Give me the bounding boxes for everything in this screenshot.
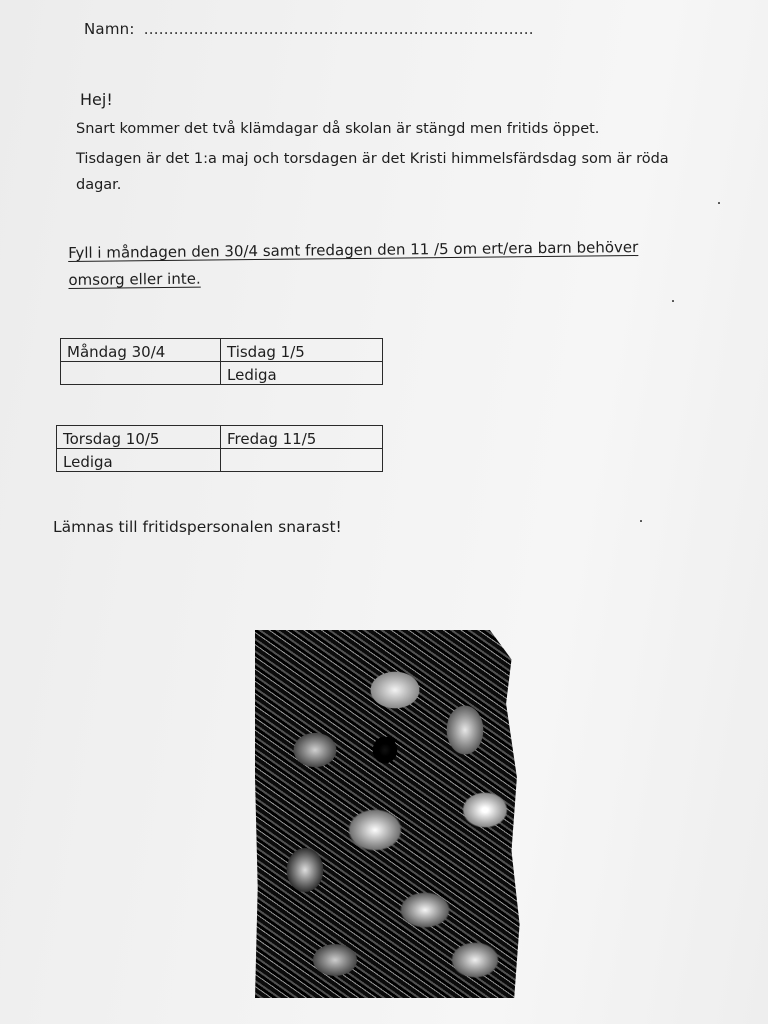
table-row bbox=[57, 426, 383, 449]
days-table-2 bbox=[56, 425, 383, 472]
table-row bbox=[61, 362, 383, 385]
greeting: Hej! bbox=[80, 90, 113, 109]
table-cell-friday-answer bbox=[221, 449, 383, 472]
leaves-photo bbox=[255, 630, 525, 998]
table-cell-tuesday: Tisdag 1/5 bbox=[221, 339, 383, 362]
table-cell-monday-answer bbox=[61, 362, 221, 385]
paper-speck bbox=[672, 300, 674, 302]
days-table-1 bbox=[60, 338, 383, 385]
table-cell-tuesday-status: Lediga bbox=[221, 362, 383, 385]
instruction-text: Fyll i måndagen den 30/4 samt fredagen den 11 /5 om ert/era barn behöver omsorg eller inte. bbox=[68, 238, 639, 289]
table-cell-thursday: Torsdag 10/5 bbox=[57, 426, 221, 449]
table-cell-friday: Fredag 11/5 bbox=[221, 426, 383, 449]
table-cell-monday: Måndag 30/4 bbox=[61, 339, 221, 362]
paragraph-2: Tisdagen är det 1:a maj och torsdagen är det Kristi himmelsfärdsdag som är röda dagar. bbox=[76, 151, 669, 193]
paper-speck bbox=[718, 202, 720, 204]
table-cell-thursday-status: Lediga bbox=[57, 449, 221, 472]
footer-note: Lämnas till fritidspersonalen snarast! bbox=[53, 518, 342, 536]
name-field-line bbox=[84, 20, 534, 38]
paragraph-1: Snart kommer det två klämdagar då skolan är stängd men fritids öppet. bbox=[76, 121, 600, 137]
name-label: Namn: bbox=[84, 20, 135, 38]
name-blank-dots: …………………………………………………………………… bbox=[143, 20, 534, 38]
table-row bbox=[57, 449, 383, 472]
paper-speck bbox=[640, 520, 642, 522]
table-row bbox=[61, 339, 383, 362]
